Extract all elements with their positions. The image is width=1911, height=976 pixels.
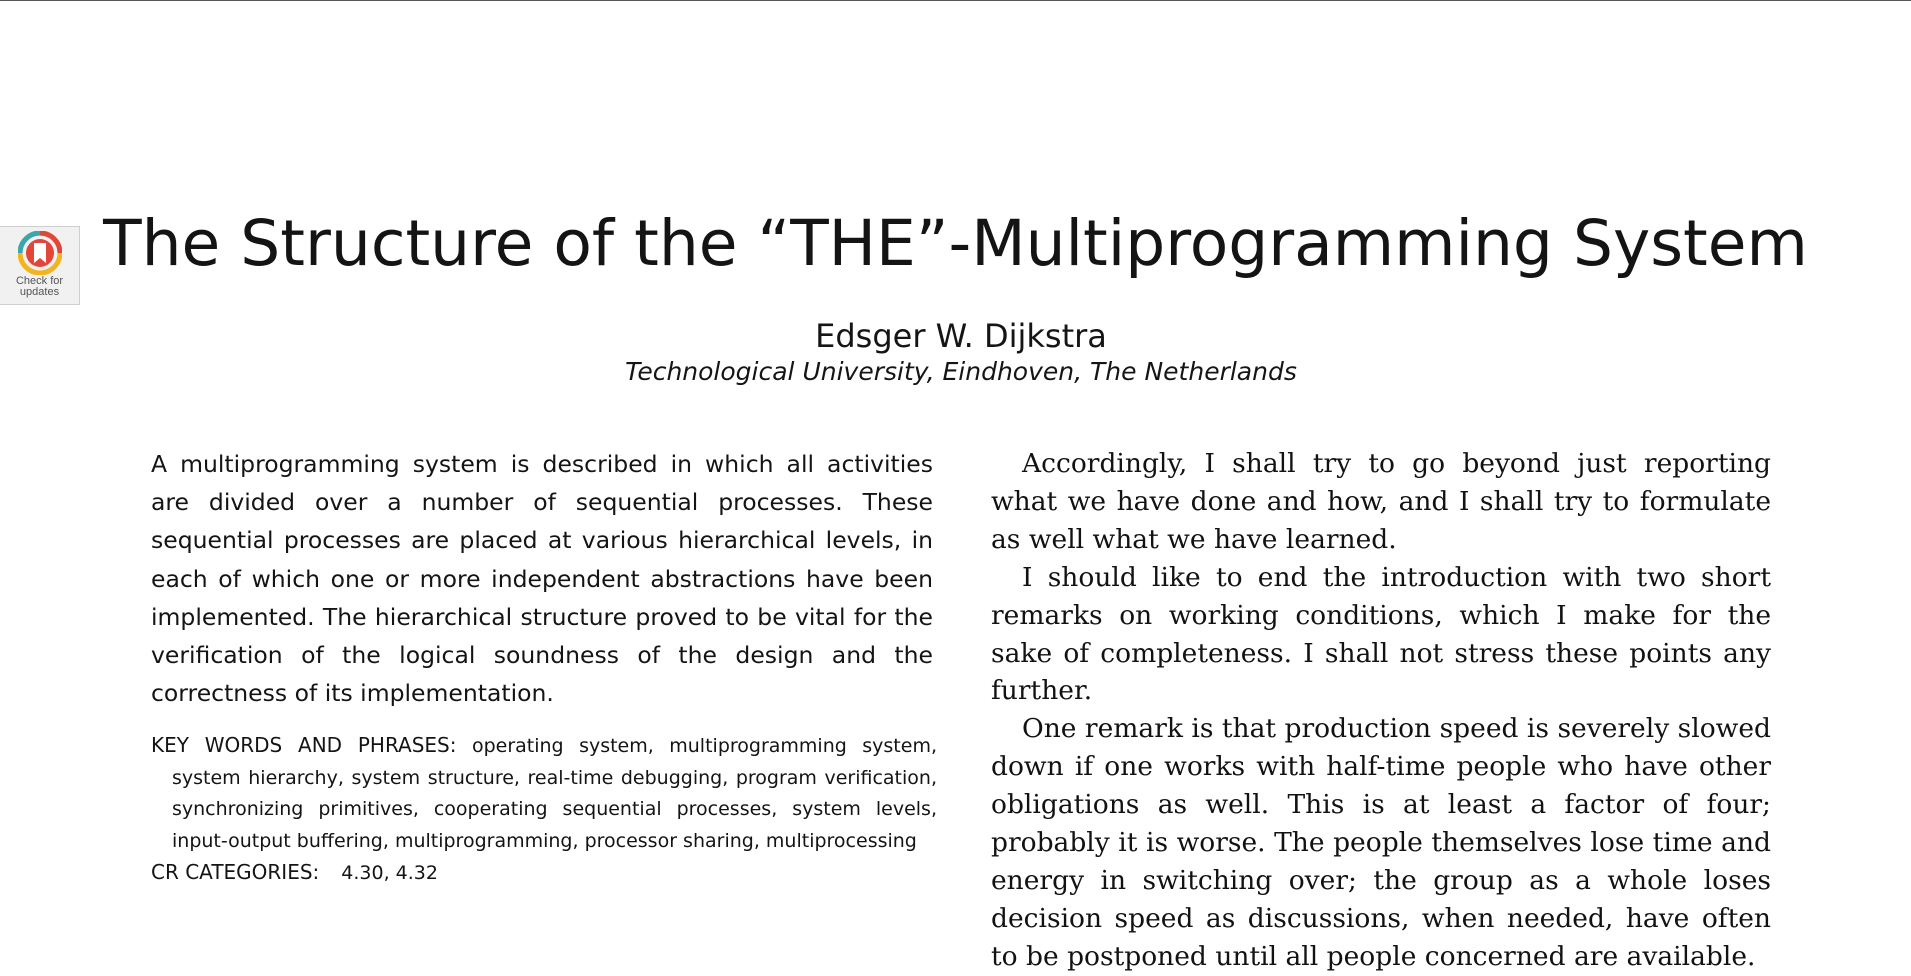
body-column (991, 445, 1771, 976)
body-paragraph: Accordingly, I shall try to go beyond just reporting what we have done and how, and I shall try to formulate as well what we have learned. (991, 448, 1771, 555)
cr-categories-label: CR CATEGORIES: (151, 860, 320, 884)
check-for-updates-label: Check for updates (15, 275, 64, 298)
keywords-paragraph (151, 730, 937, 857)
author-affiliation: Technological University, Eindhoven, The Netherlands (625, 357, 1297, 386)
paper-title: The Structure of the “THE”-Multiprogramming System (103, 207, 1808, 280)
cr-categories-values: 4.30, 4.32 (341, 862, 438, 884)
cr-categories (151, 857, 937, 890)
abstract: A multiprogramming system is described in which all activities are divided over a number of sequential processes. These sequential processes are placed at various hierarchical levels, in each of which one or more independent abstractions have been implemented. The hierarchical structure proved to be vital for the verification of the logical soundness of the design and the correctness of its implementation. (151, 450, 933, 708)
keywords-label: KEY WORDS AND PHRASES: (151, 733, 457, 757)
keywords-block (151, 730, 937, 890)
top-border (0, 0, 1911, 1)
author-name: Edsger W. Dijkstra (815, 317, 1107, 355)
body-paragraph: I should like to end the introduction with two short remarks on working conditions, which I make for the sake of completeness. I shall not stress these points any further. (991, 561, 1771, 707)
keywords-list: operating system, multiprogramming system, system hierarchy, system structure, real-time debugging, program verification, synchronizing primitives, cooperating sequential processes, system levels, input-output buffering, multiprogramming, processor sharing, multiprocessing (172, 735, 937, 852)
body-paragraph: One remark is that production speed is severely slowed down if one works with half-time people who have other obligations as well. This is at least a factor of four; probably it is worse. The people themselves lose time and energy in switching over; the group as a whole loses decision speed as discussions, when needed, have often to be postponed until all people concerned are available. (991, 713, 1771, 972)
